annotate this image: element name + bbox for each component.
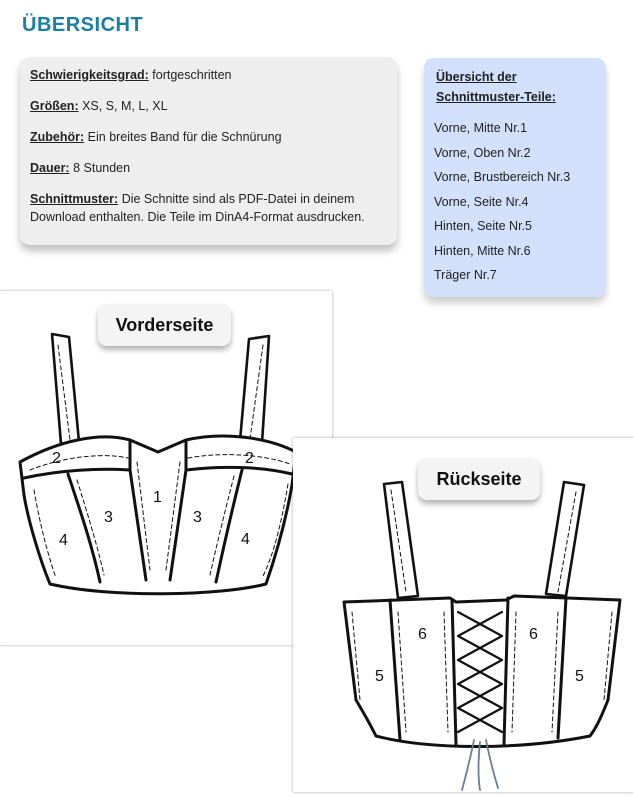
duration-label: Dauer:	[30, 161, 70, 175]
parts-item: Vorne, Oben Nr.2	[434, 145, 531, 160]
parts-overview-box	[424, 58, 606, 297]
sizes-value: XS, S, M, L, XL	[82, 99, 168, 113]
sizes-label: Größen:	[30, 99, 79, 113]
parts-heading-line2: Schnittmuster-Teile:	[436, 90, 556, 104]
pattern-row	[30, 190, 387, 226]
parts-item: Hinten, Seite Nr.5	[434, 219, 532, 233]
pattern-label: Schnittmuster:	[30, 192, 119, 206]
difficulty-value: fortgeschritten	[152, 68, 232, 82]
difficulty-row	[30, 66, 387, 84]
accessories-value: Ein breites Band für die Schnürung	[87, 130, 282, 144]
front-number-3-right: 3	[193, 509, 202, 526]
page-title: ÜBERSICHT	[22, 14, 144, 36]
accessories-row	[30, 128, 387, 146]
sizes-row	[30, 97, 387, 115]
parts-item: Hinten, Mitte Nr.6	[434, 243, 531, 258]
back-number-5-right: 5	[575, 668, 584, 685]
info-box	[20, 57, 397, 245]
parts-item: Vorne, Brustbereich Nr.3	[434, 170, 571, 184]
back-view-label: Rückseite	[418, 458, 540, 500]
duration-value: 8 Stunden	[73, 161, 131, 175]
parts-item: Vorne, Seite Nr.4	[434, 194, 529, 209]
duration-row	[30, 159, 387, 177]
front-number-2-left: 2	[52, 450, 61, 467]
back-number-6-left: 6	[418, 626, 427, 643]
front-number-3-left: 3	[104, 509, 113, 526]
accessories-label: Zubehör:	[30, 130, 85, 144]
parts-heading	[436, 67, 596, 107]
front-number-4-right: 4	[241, 531, 250, 548]
front-number-4-left: 4	[59, 532, 68, 549]
difficulty-label: Schwierigkeitsgrad:	[30, 68, 149, 82]
back-number-6-right: 6	[529, 626, 538, 643]
pattern-value: Die Schnitte sind als PDF-Datei in deinem Download enthalten. Die Teile im DinA4-Format ausdrucken.	[30, 192, 365, 224]
front-number-1: 1	[153, 489, 162, 506]
parts-heading-line1: Übersicht der	[436, 70, 517, 84]
front-number-2-right: 2	[245, 450, 254, 467]
back-number-5-left: 5	[375, 668, 384, 685]
front-view-label: Vorderseite	[98, 304, 231, 346]
parts-item: Vorne, Mitte Nr.1	[434, 121, 528, 135]
parts-item: Träger Nr.7	[434, 268, 497, 282]
